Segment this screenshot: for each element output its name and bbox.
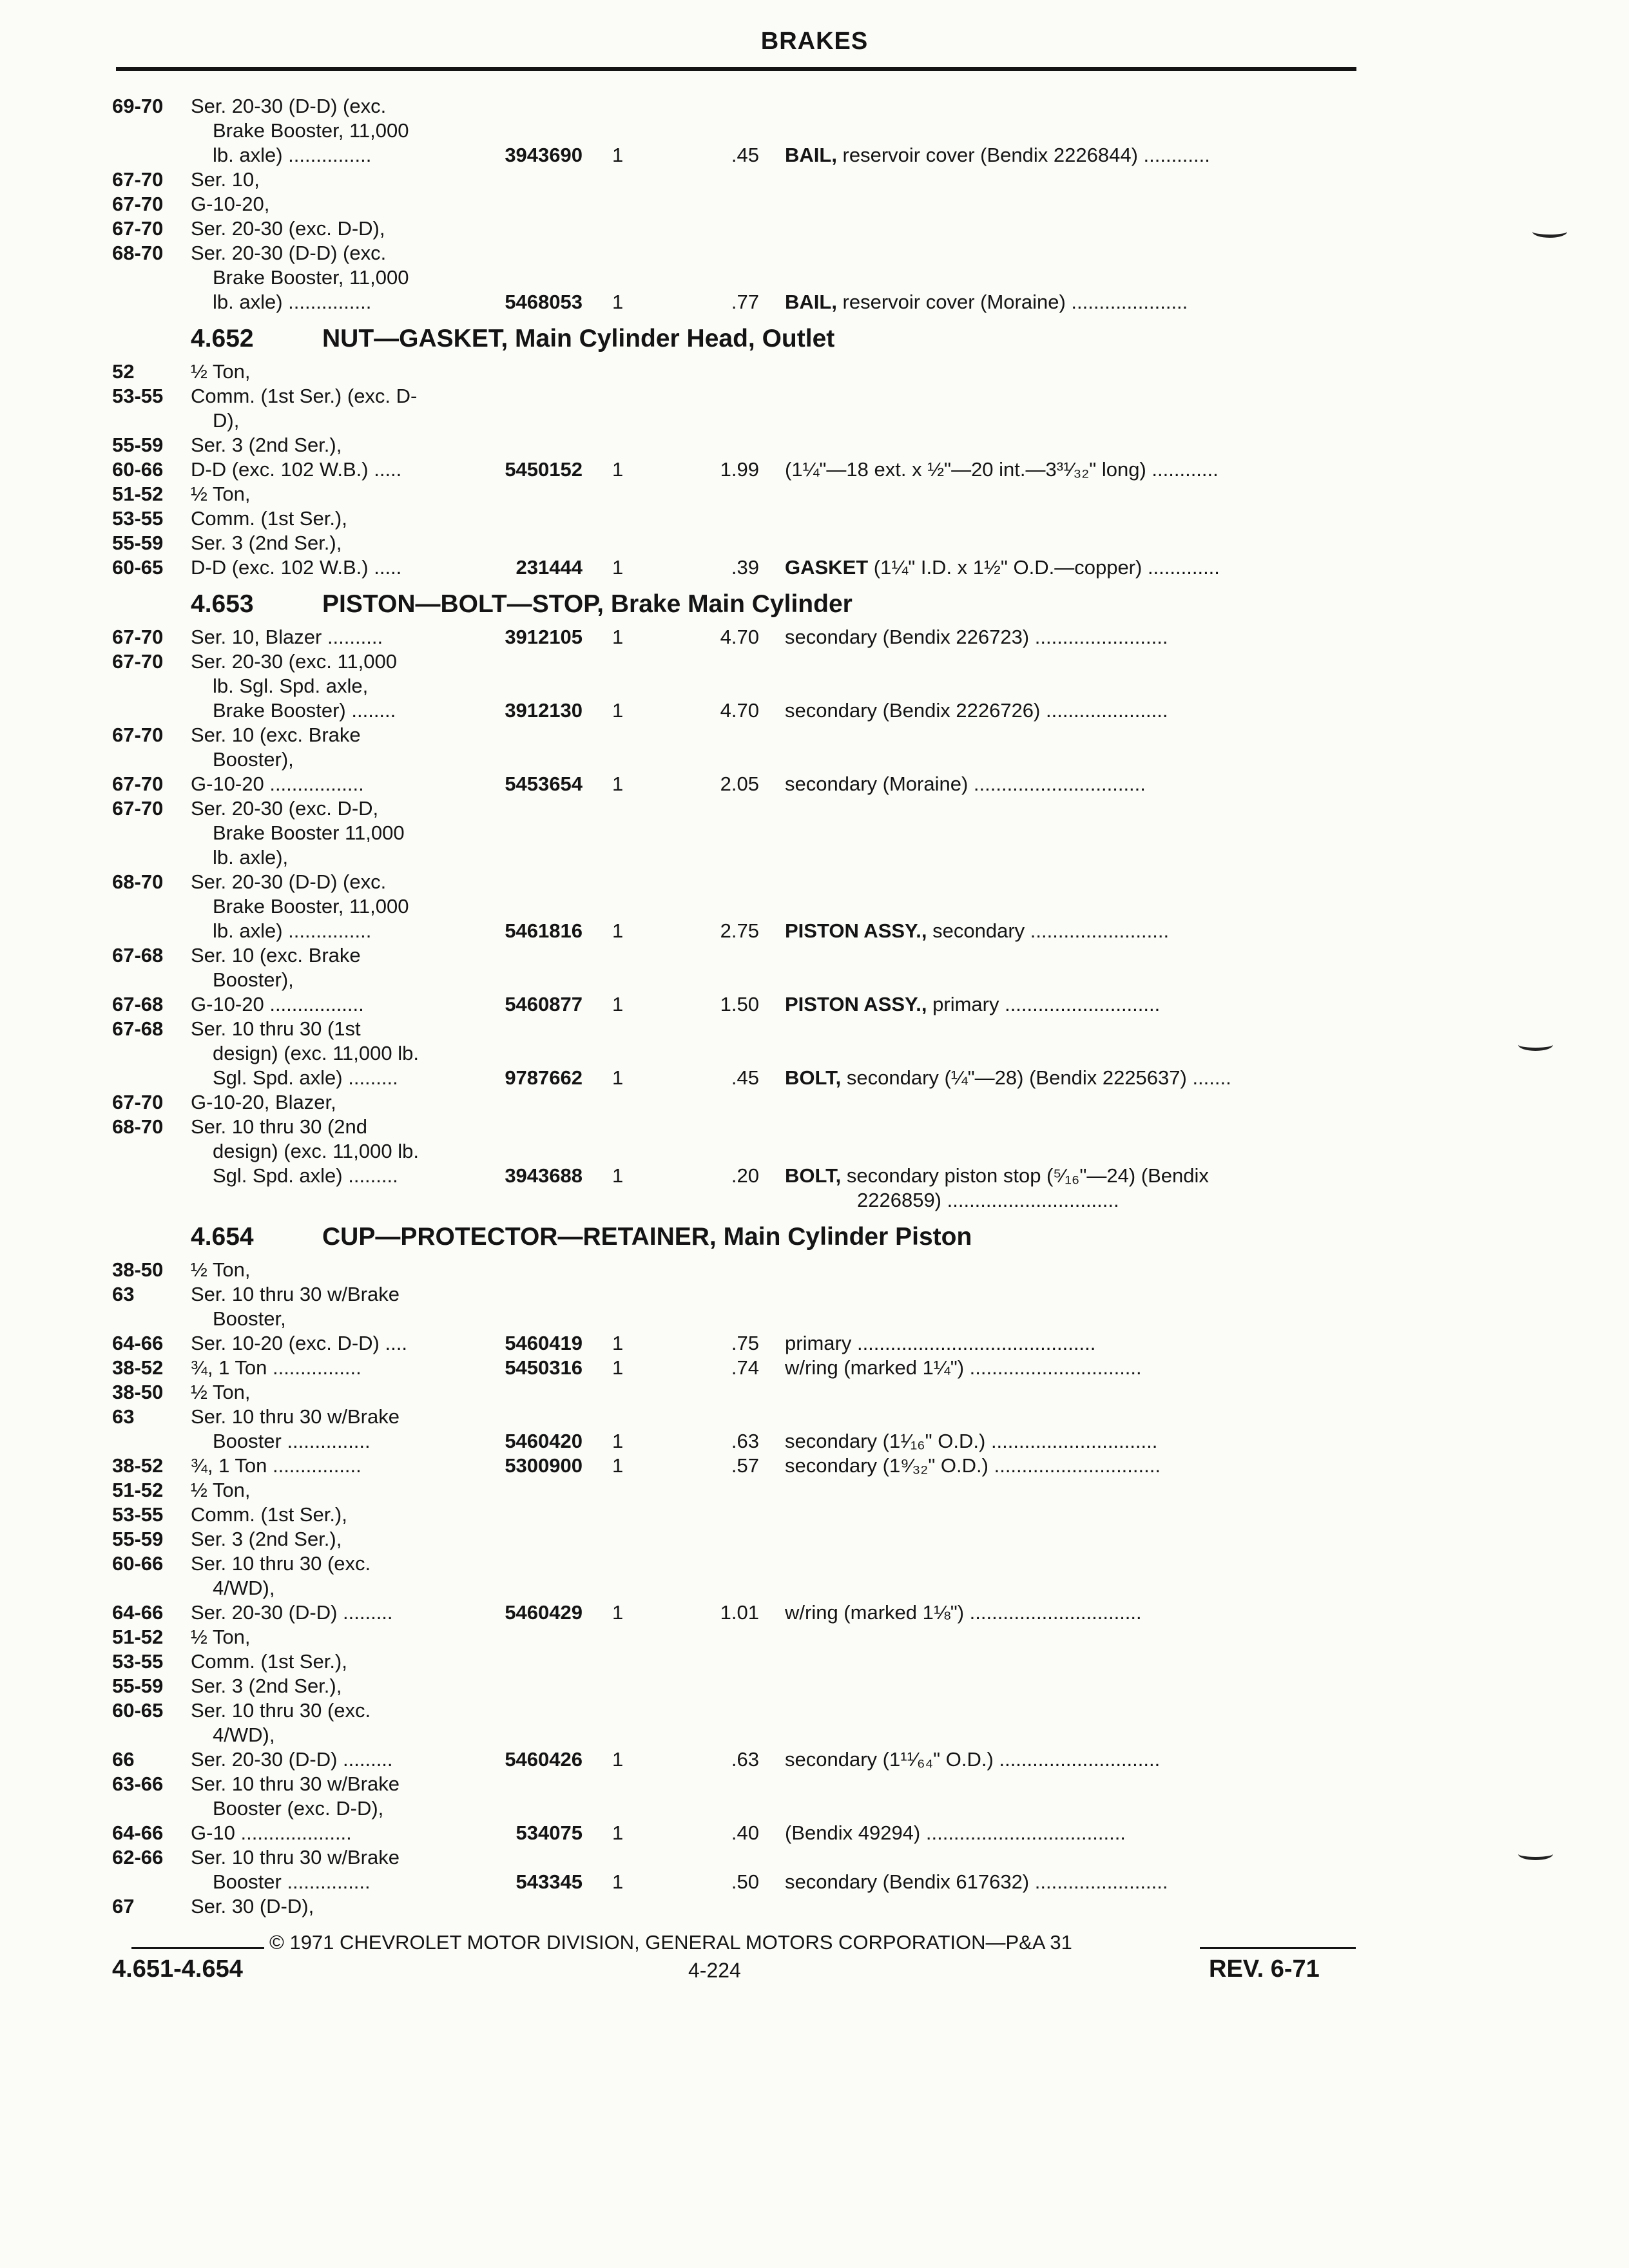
part-number: 5468053 [505,291,583,313]
application: G-10-20 ................. [191,993,364,1015]
model-years: 67-70 [112,797,164,820]
application: Ser. 20-30 (exc. D-D, [191,797,379,820]
part-number: 9787662 [505,1066,583,1089]
model-years: 67-70 [112,650,164,673]
application: Comm. (1st Ser.), [191,1503,347,1526]
description-text: (Bendix 49294) .................................... [785,1821,1126,1844]
description [785,1356,1142,1380]
price: .74 [731,1356,759,1379]
model-years: 60-65 [112,556,164,579]
application: Booster), [213,968,294,991]
part-number: 3912130 [505,699,583,722]
model-years: 51-52 [112,1626,164,1648]
model-years: 67-68 [112,944,164,966]
part-number: 5461816 [505,919,583,942]
part-name: BAIL, [785,144,837,166]
application: Booster, [213,1307,286,1330]
application: Booster (exc. D-D), [213,1797,384,1820]
margin-mark [1532,226,1567,238]
description [785,1747,1160,1772]
price: .50 [731,1870,759,1893]
description [785,1331,1095,1356]
description [785,1821,1126,1845]
description-text: secondary piston stop (⁵⁄₁₆"—24) (Bendix [841,1164,1209,1187]
part-name: PISTON ASSY., [785,993,927,1015]
model-years: 67-70 [112,193,164,215]
application: ½ Ton, [191,1381,251,1403]
price: 1.99 [720,458,759,481]
application: Brake Booster, 11,000 [213,895,409,918]
application: design) (exc. 11,000 lb. [213,1042,419,1064]
section-number: 4.652 [191,325,254,352]
application: 4/WD), [213,1724,275,1746]
description [785,1600,1142,1625]
model-years: 68-70 [112,870,164,893]
application: lb. axle), [213,846,289,869]
description [785,919,1169,943]
model-years: 38-52 [112,1454,164,1477]
description-continued: 2226859) ............................... [857,1189,1119,1211]
part-number: 5450152 [505,458,583,481]
model-years: 67 [112,1895,135,1917]
application: design) (exc. 11,000 lb. [213,1140,419,1162]
application: Ser. 20-30 (D-D) ......... [191,1748,393,1771]
section-range: 4.651-4.654 [112,1956,243,1983]
description-text: primary ............................ [927,993,1161,1015]
quantity: 1 [612,1066,624,1089]
application: Brake Booster 11,000 [213,822,405,844]
application: D-D (exc. 102 W.B.) ..... [191,458,402,481]
price: .20 [731,1164,759,1187]
model-years: 64-66 [112,1821,164,1844]
description-text: (1¼"—18 ext. x ½"—20 int.—3³¹⁄₃₂" long) ............ [785,458,1219,481]
quantity: 1 [612,1356,624,1379]
application: D), [213,409,240,432]
application: Comm. (1st Ser.), [191,507,347,530]
application: Ser. 10 (exc. Brake [191,944,361,966]
part-number: 5460419 [505,1332,583,1354]
application: lb. axle) ............... [213,919,372,942]
price: 2.05 [720,773,759,795]
section-title: CUP—PROTECTOR—RETAINER, Main Cylinder Piston [322,1223,972,1251]
part-number: 3912105 [505,626,583,648]
part-number: 5453654 [505,773,583,795]
application: Ser. 3 (2nd Ser.), [191,532,342,554]
application: ½ Ton, [191,483,251,505]
model-years: 38-52 [112,1356,164,1379]
section-number: 4.653 [191,590,254,618]
application: G-10-20, [191,193,270,215]
description [785,555,1220,580]
quantity: 1 [612,919,624,942]
application: ½ Ton, [191,1626,251,1648]
model-years: 60-66 [112,1552,164,1575]
page-number: 4-224 [688,1959,741,1982]
description-text: secondary (¼"—28) (Bendix 2225637) ....... [841,1066,1231,1089]
application: Comm. (1st Ser.) (exc. D- [191,385,418,407]
description [785,1429,1157,1454]
part-number: 5300900 [505,1454,583,1477]
part-number: 3943688 [505,1164,583,1187]
revision: REV. 6-71 [1209,1956,1320,1983]
part-number: 5450316 [505,1356,583,1379]
description [785,1454,1161,1478]
application: Ser. 20-30 (D-D) (exc. [191,242,387,264]
application: Sgl. Spd. axle) ......... [213,1066,398,1089]
description-text: secondary ......................... [927,919,1170,942]
price: .77 [731,291,759,313]
quantity: 1 [612,626,624,648]
model-years: 60-65 [112,1699,164,1722]
model-years: 69-70 [112,95,164,117]
application: Ser. 10, [191,168,260,191]
quantity: 1 [612,993,624,1015]
description [785,625,1168,649]
application: Ser. 20-30 (D-D) ......... [191,1601,393,1624]
margin-mark [1518,1039,1553,1051]
application: Ser. 3 (2nd Ser.), [191,1675,342,1697]
application: ½ Ton, [191,1258,251,1281]
model-years: 62-66 [112,1846,164,1869]
application: Brake Booster, 11,000 [213,119,409,142]
application: Ser. 20-30 (exc. D-D), [191,217,385,240]
application: Ser. 10 thru 30 (exc. [191,1699,371,1722]
description [785,772,1146,796]
application: ¾, 1 Ton ................ [191,1356,361,1379]
application: lb. axle) ............... [213,291,372,313]
model-years: 67-68 [112,993,164,1015]
model-years: 67-68 [112,1017,164,1040]
application: Ser. 10 thru 30 w/Brake [191,1773,400,1795]
application: Booster ............... [213,1430,371,1452]
quantity: 1 [612,773,624,795]
quantity: 1 [612,1601,624,1624]
model-years: 53-55 [112,507,164,530]
description-text: secondary (1⁹⁄₃₂" O.D.) .............................. [785,1454,1161,1477]
application: Booster ............... [213,1870,371,1893]
copyright-line: © 1971 CHEVROLET MOTOR DIVISION, GENERAL MOTORS CORPORATION—P&A 31 [269,1931,1072,1954]
section-title: NUT—GASKET, Main Cylinder Head, Outlet [322,325,835,352]
footer-rule-right [1200,1947,1356,1949]
application: ½ Ton, [191,1479,251,1501]
application: Sgl. Spd. axle) ......... [213,1164,398,1187]
application: lb. axle) ............... [213,144,372,166]
description [785,698,1168,723]
footer-rule-left [131,1947,264,1949]
application: Booster), [213,748,294,771]
part-name: BOLT, [785,1164,842,1187]
model-years: 53-55 [112,1650,164,1673]
description [785,1870,1168,1894]
application: Ser. 20-30 (D-D) (exc. [191,95,387,117]
model-years: 63 [112,1405,135,1428]
description [785,1164,1209,1188]
price: .63 [731,1748,759,1771]
application: ½ Ton, [191,360,251,383]
application: Ser. 30 (D-D), [191,1895,314,1917]
description-text: reservoir cover (Moraine) ..................... [836,291,1188,313]
part-number: 5460420 [505,1430,583,1452]
part-name: PISTON ASSY., [785,919,927,942]
quantity: 1 [612,1748,624,1771]
description-text: primary ........................................... [785,1332,1096,1354]
model-years: 52 [112,360,135,383]
description [785,992,1160,1017]
model-years: 67-70 [112,773,164,795]
margin-mark [1518,1848,1553,1860]
quantity: 1 [612,1821,624,1844]
model-years: 64-66 [112,1332,164,1354]
price: .75 [731,1332,759,1354]
model-years: 67-70 [112,168,164,191]
description-text: secondary (Bendix 226723) ........................ [785,626,1168,648]
model-years: 38-50 [112,1258,164,1281]
application: G-10 .................... [191,1821,352,1844]
price: 1.50 [720,993,759,1015]
quantity: 1 [612,144,624,166]
quantity: 1 [612,1454,624,1477]
application: Ser. 10 (exc. Brake [191,724,361,746]
part-name: GASKET [785,556,869,579]
quantity: 1 [612,291,624,313]
description-text: reservoir cover (Bendix 2226844) ............ [836,144,1210,166]
description-text: secondary (1¹¹⁄₆₄" O.D.) ............................. [785,1748,1161,1771]
application: Brake Booster, 11,000 [213,266,409,289]
section-number: 4.654 [191,1223,254,1251]
model-years: 67-70 [112,217,164,240]
description [785,457,1219,482]
quantity: 1 [612,1332,624,1354]
model-years: 55-59 [112,532,164,554]
application: G-10-20 ................. [191,773,364,795]
application: Ser. 10-20 (exc. D-D) .... [191,1332,407,1354]
model-years: 67-70 [112,724,164,746]
model-years: 55-59 [112,1528,164,1550]
quantity: 1 [612,556,624,579]
part-number: 543345 [516,1870,583,1893]
price: .45 [731,144,759,166]
price: 4.70 [720,699,759,722]
description-text: (1¼" I.D. x 1½" O.D.—copper) ............. [868,556,1220,579]
model-years: 64-66 [112,1601,164,1624]
quantity: 1 [612,1870,624,1893]
model-years: 53-55 [112,1503,164,1526]
model-years: 67-70 [112,1091,164,1113]
application: Ser. 10, Blazer .......... [191,626,383,648]
model-years: 63-66 [112,1773,164,1795]
model-years: 68-70 [112,1115,164,1138]
application: Ser. 10 thru 30 w/Brake [191,1846,400,1869]
application: Ser. 10 thru 30 (exc. [191,1552,371,1575]
quantity: 1 [612,699,624,722]
description [785,143,1210,168]
application: Ser. 20-30 (D-D) (exc. [191,870,387,893]
description-text: w/ring (marked 1⅛") ............................... [785,1601,1142,1624]
application: Brake Booster) ........ [213,699,396,722]
application: G-10-20, Blazer, [191,1091,336,1113]
part-number: 5460877 [505,993,583,1015]
price: .45 [731,1066,759,1089]
model-years: 67-70 [112,626,164,648]
application: ¾, 1 Ton ................ [191,1454,361,1477]
section-title: PISTON—BOLT—STOP, Brake Main Cylinder [322,590,853,618]
description-text: secondary (Moraine) ............................... [785,773,1146,795]
application: Ser. 10 thru 30 (2nd [191,1115,368,1138]
application: Ser. 3 (2nd Ser.), [191,1528,342,1550]
price: 2.75 [720,919,759,942]
model-years: 51-52 [112,483,164,505]
price: 4.70 [720,626,759,648]
page-title: BRAKES [760,28,869,55]
part-number: 534075 [516,1821,583,1844]
part-number: 231444 [516,556,583,579]
application: Ser. 3 (2nd Ser.), [191,434,342,456]
model-years: 53-55 [112,385,164,407]
description-text: w/ring (marked 1¼") ............................... [785,1356,1142,1379]
description-text: secondary (Bendix 2226726) ...................... [785,699,1168,722]
application: D-D (exc. 102 W.B.) ..... [191,556,402,579]
model-years: 68-70 [112,242,164,264]
price: 1.01 [720,1601,759,1624]
price: .63 [731,1430,759,1452]
part-name: BAIL, [785,291,837,313]
header-rule [116,67,1356,71]
part-number: 5460429 [505,1601,583,1624]
application: Ser. 10 thru 30 w/Brake [191,1405,400,1428]
part-number: 5460426 [505,1748,583,1771]
price: .40 [731,1821,759,1844]
model-years: 63 [112,1283,135,1305]
application: Ser. 20-30 (exc. 11,000 [191,650,397,673]
quantity: 1 [612,1430,624,1452]
model-years: 55-59 [112,434,164,456]
application: 4/WD), [213,1577,275,1599]
part-number: 3943690 [505,144,583,166]
quantity: 1 [612,458,624,481]
description [785,1066,1231,1090]
model-years: 66 [112,1748,135,1771]
part-name: BOLT, [785,1066,842,1089]
price: .57 [731,1454,759,1477]
quantity: 1 [612,1164,624,1187]
description-text: secondary (Bendix 617632) ........................ [785,1870,1168,1893]
application: lb. Sgl. Spd. axle, [213,675,369,697]
price: .39 [731,556,759,579]
application: Ser. 10 thru 30 w/Brake [191,1283,400,1305]
model-years: 38-50 [112,1381,164,1403]
model-years: 51-52 [112,1479,164,1501]
application: Ser. 10 thru 30 (1st [191,1017,361,1040]
application: Comm. (1st Ser.), [191,1650,347,1673]
description-text: secondary (1¹⁄₁₆" O.D.) .............................. [785,1430,1158,1452]
model-years: 55-59 [112,1675,164,1697]
model-years: 60-66 [112,458,164,481]
description [785,290,1188,314]
